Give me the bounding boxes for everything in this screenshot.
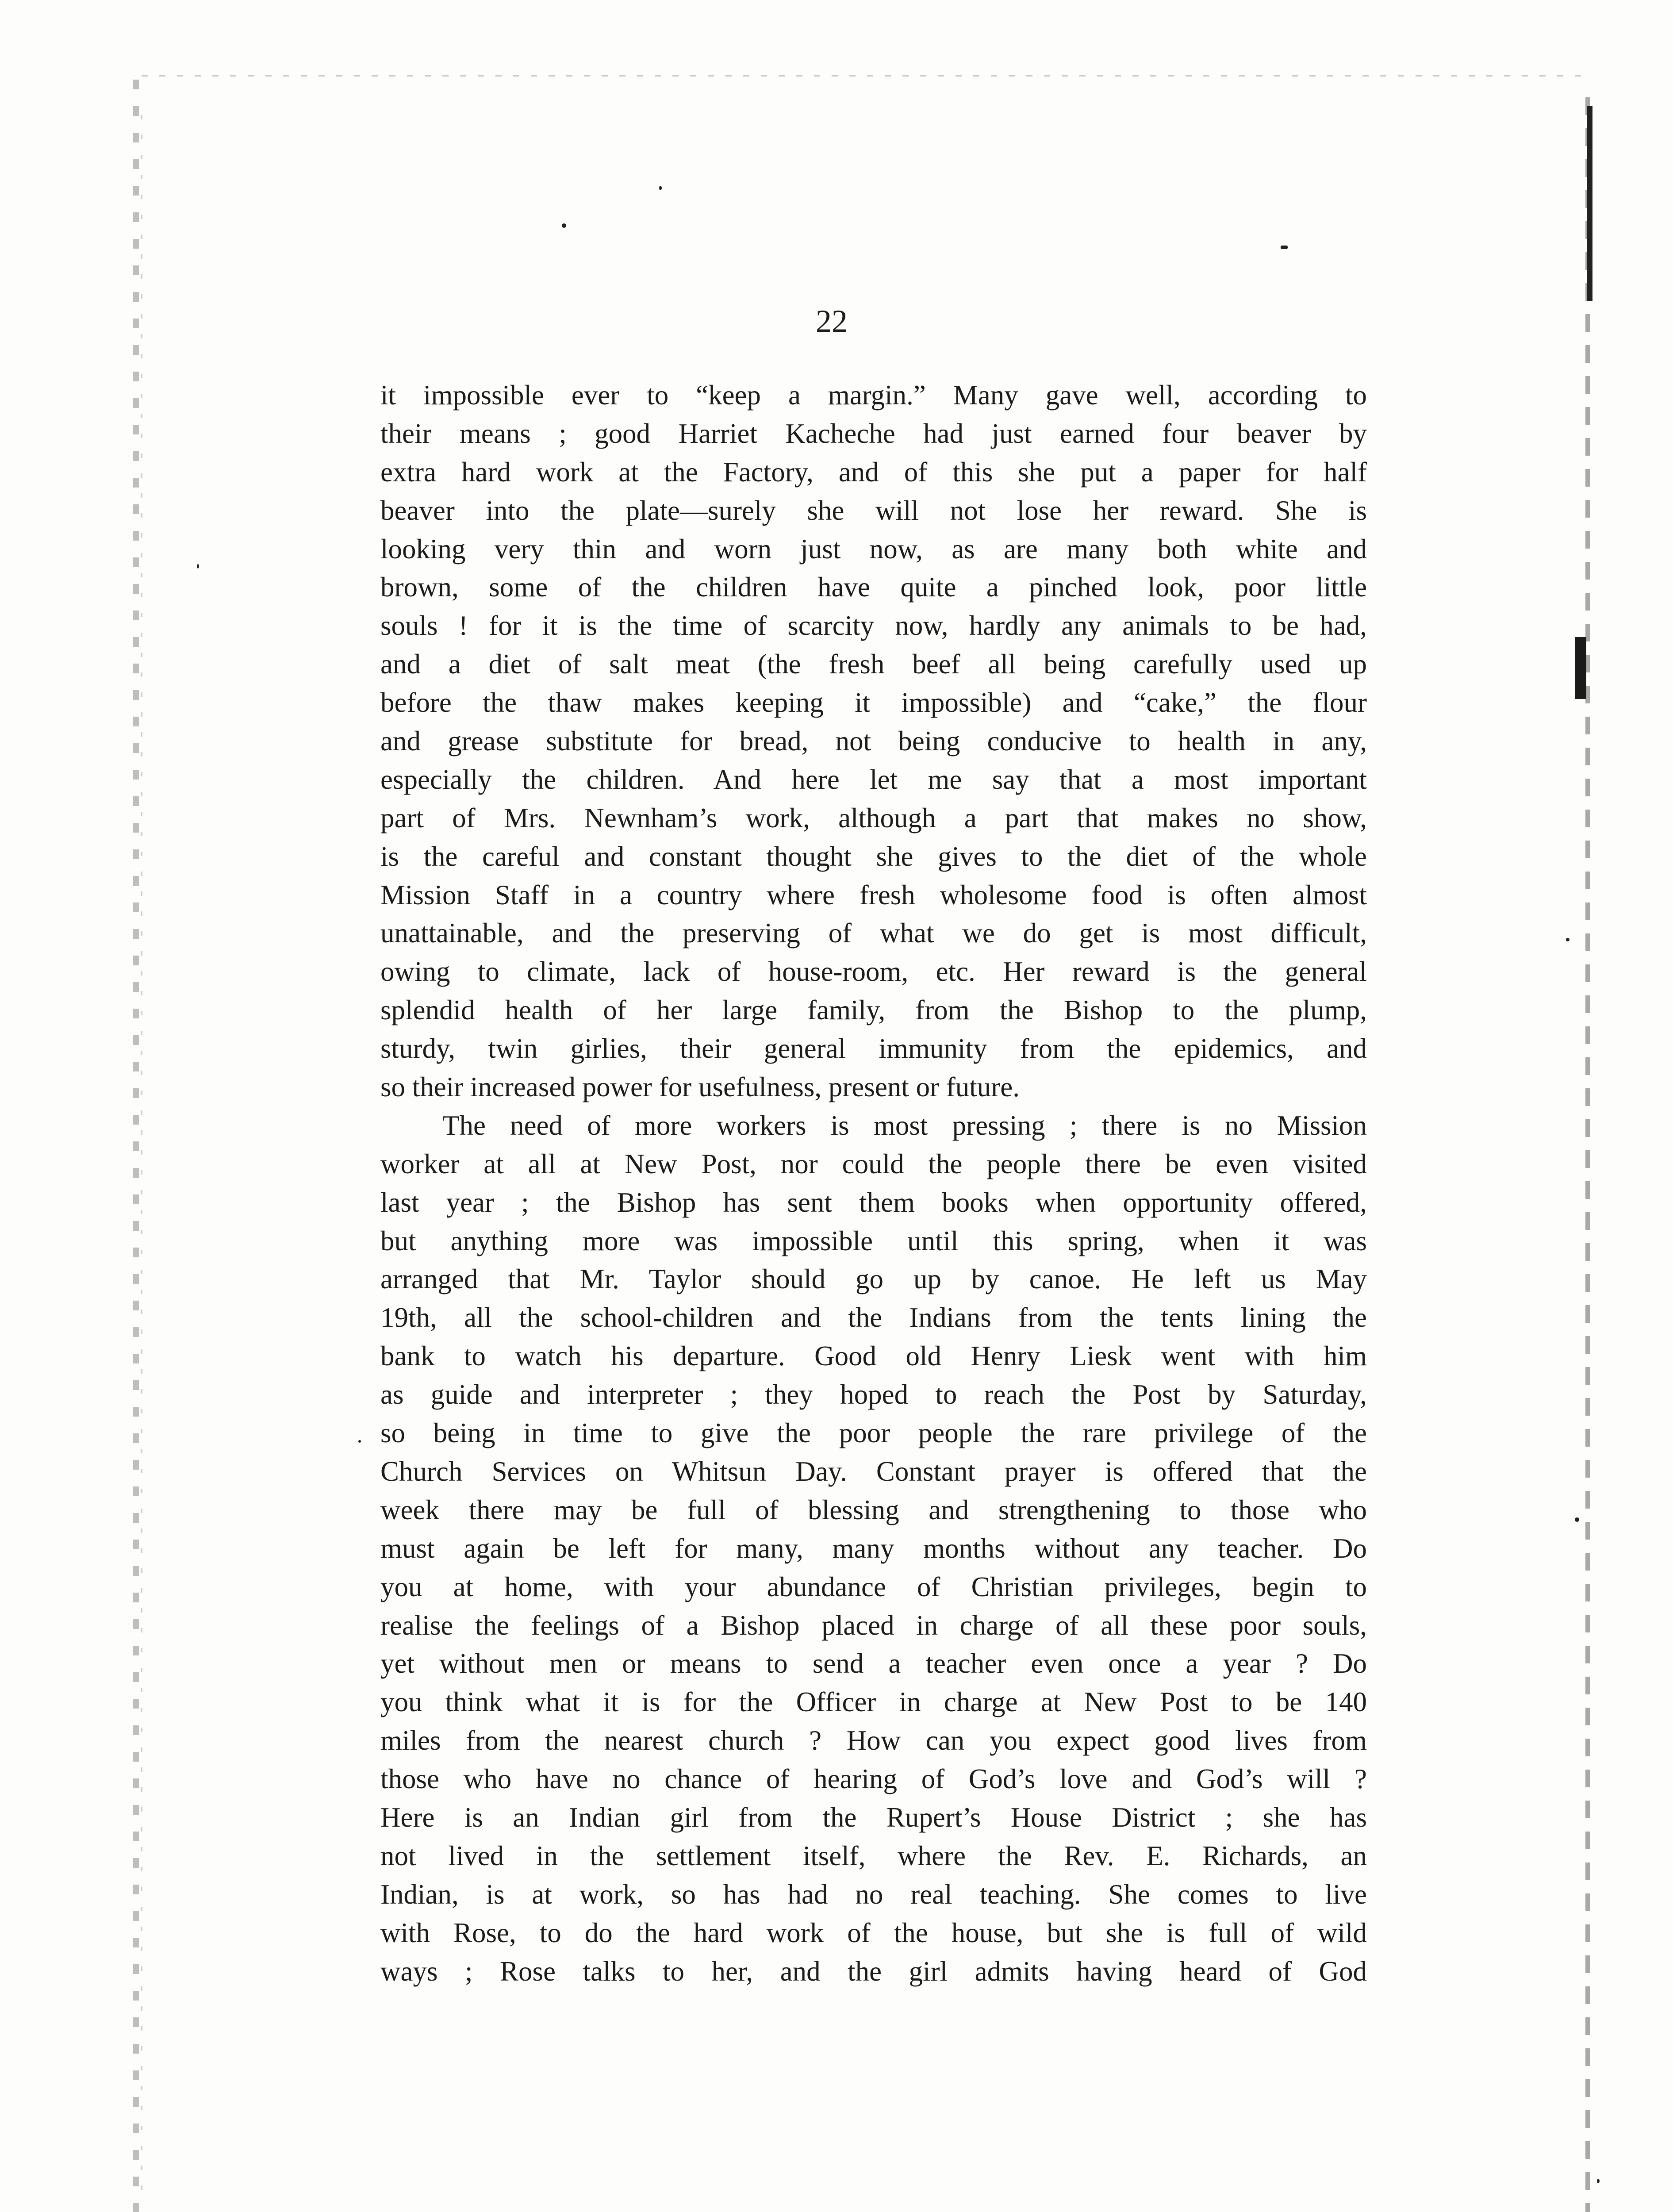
text-line: souls ! for it is the time of scarcity now, hardly any animals to be had, [380,610,1367,641]
scan-right-edge [1585,97,1590,2212]
text-line: part of Mrs. Newnham’s work, although a part that makes no show, [380,802,1367,833]
text-line: their means ; good Harriet Kacheche had just earned four beaver by [380,418,1367,449]
scan-speck [1281,246,1288,249]
text-line: so being in time to give the poor people the rare privilege of the [380,1417,1367,1449]
text-line: beaver into the plate—surely she will not lose her reward. She is [380,495,1367,526]
scan-left-edge-marks [141,115,142,2194]
text-line: you think what it is for the Officer in charge at New Post to be 140 [380,1686,1367,1718]
text-line: Mission Staff in a country where fresh wholesome food is often almost [380,879,1367,910]
text-line: week there may be full of blessing and strengthening to those who [380,1494,1367,1525]
text-line: you at home, with your abundance of Christian privileges, begin to [380,1571,1367,1602]
text-line: Here is an Indian girl from the Rupert’s House District ; she has [380,1801,1367,1833]
text-line: realise the feelings of a Bishop placed in charge of all these poor souls, [380,1609,1367,1641]
text-line: Church Services on Whitsun Day. Constant prayer is offered that the [380,1455,1367,1487]
text-line: 19th, all the school-children and the Indians from the tents lining the [380,1302,1367,1333]
text-line: splendid health of her large family, from the Bishop to the plump, [380,995,1367,1026]
scan-right-binding-bar [1587,106,1592,301]
text-line: The need of more workers is most pressing ; there is no Mission [442,1110,1367,1141]
text-line: so their increased power for usefulness, present or future. [380,1071,1020,1103]
text-line: must again be left for many, many months without any teacher. Do [380,1532,1367,1564]
text-line: with Rose, to do the hard work of the house, but she is full of wild [380,1917,1367,1948]
text-line: worker at all at New Post, nor could the people there be even visited [380,1148,1367,1179]
text-line: is the careful and constant thought she gives to the diet of the whole [380,841,1367,872]
text-line: owing to climate, lack of house-room, etc. Her reward is the general [380,956,1367,987]
scan-top-edge [142,75,1592,77]
scan-speck [1597,2179,1600,2183]
text-line: not lived in the settlement itself, where the Rev. E. Richards, an [380,1840,1367,1871]
page-number: 22 [816,303,848,339]
text-line: and a diet of salt meat (the fresh beef all being carefully used up [380,649,1367,680]
text-line: Indian, is at work, so has had no real teaching. She comes to live [380,1878,1367,1910]
body-text [380,376,1367,1990]
scan-speck [197,564,199,568]
scan-left-edge [133,80,139,2212]
text-line: yet without men or means to send a teacher even once a year ? Do [380,1648,1367,1679]
scan-speck [1575,1517,1579,1522]
scan-speck [562,223,566,228]
text-line: arranged that Mr. Taylor should go up by canoe. He left us May [380,1263,1367,1295]
text-line: last year ; the Bishop has sent them books when opportunity offered, [380,1187,1367,1218]
text-line: looking very thin and worn just now, as are many both white and [380,533,1367,565]
text-line: miles from the nearest church ? How can you expect good lives from [380,1725,1367,1756]
text-line: those who have no chance of hearing of God’s love and God’s will ? [380,1763,1367,1795]
scan-speck [1566,938,1569,941]
text-line: brown, some of the children have quite a pinched look, poor little [380,572,1367,603]
text-line: unattainable, and the preserving of what we do get is most difficult, [380,918,1367,949]
text-line: bank to watch his departure. Good old Henry Liesk went with him [380,1340,1367,1372]
scan-speck [358,1440,361,1443]
text-line: and grease substitute for bread, not being conducive to health in any, [380,726,1367,757]
text-line: before the thaw makes keeping it impossible) and “cake,” the flour [380,687,1367,718]
text-line: as guide and interpreter ; they hoped to reach the Post by Saturday, [380,1379,1367,1410]
text-line: sturdy, twin girlies, their general immunity from the epidemics, and [380,1033,1367,1064]
text-line: especially the children. And here let me say that a most important [380,764,1367,795]
scan-speck [659,186,662,190]
text-line: but anything more was impossible until this spring, when it was [380,1225,1367,1256]
text-line: ways ; Rose talks to her, and the girl admits having heard of God [380,1955,1367,1987]
text-line: it impossible ever to “keep a margin.” Many gave well, according to [380,380,1367,411]
scan-right-binding-tab [1575,637,1586,699]
text-line: extra hard work at the Factory, and of this she put a paper for half [380,456,1367,488]
